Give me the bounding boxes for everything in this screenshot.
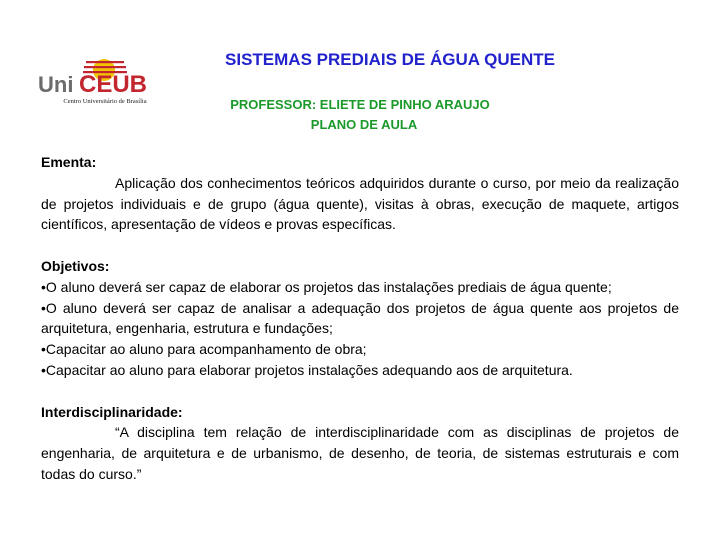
ementa-heading: Ementa: — [41, 154, 97, 170]
professor-name: PROFESSOR: ELIETE DE PINHO ARAUJO — [230, 97, 490, 112]
objetivo-item: •O aluno deverá ser capaz de elaborar os projetos das instalações prediais de água quente; — [41, 278, 612, 295]
page-title: SISTEMAS PREDIAIS DE ÁGUA QUENTE — [225, 50, 555, 69]
objetivo-item: •Capacitar ao aluno para acompanhamento de obra; — [41, 341, 367, 358]
interdisciplinaridade-heading: Interdisciplinaridade: — [41, 403, 183, 420]
logo-ceub-text: CEUB — [79, 71, 148, 98]
interdisciplinaridade-text: “A disciplina tem relação de interdisciplinaridade com as disciplinas de projetos de engenharia, de arquitetura e de urbanismo, de desenho, de teoria, de sistemas estruturais e com todas do curso.” — [41, 424, 679, 482]
plan-content — [41, 152, 679, 485]
logo-tagline: Centro Universitário de Brasília — [63, 98, 147, 105]
ementa-text: Aplicação dos conhecimentos teóricos adquiridos durante o curso, por meio da realização de projetos individuais e de grupo (água quente), visitas à obras, execução de maquete, artigos científicos, apresentação de vídeos e provas específicas. — [41, 174, 679, 233]
objetivo-item: •Capacitar ao aluno para elaborar projetos instalações adequando aos de arquitetura. — [41, 361, 573, 378]
objetivos-heading: Objetivos: — [41, 257, 110, 274]
plan-subtitle: PLANO DE AULA — [310, 117, 418, 132]
objetivo-item: •O aluno deverá ser capaz de analisar a adequação dos projetos de água quente aos projetos de arquitetura, engenharia, estrutura e fundações; — [41, 299, 679, 337]
logo-uni-text: Uni — [38, 72, 74, 97]
professor-block — [150, 95, 570, 135]
